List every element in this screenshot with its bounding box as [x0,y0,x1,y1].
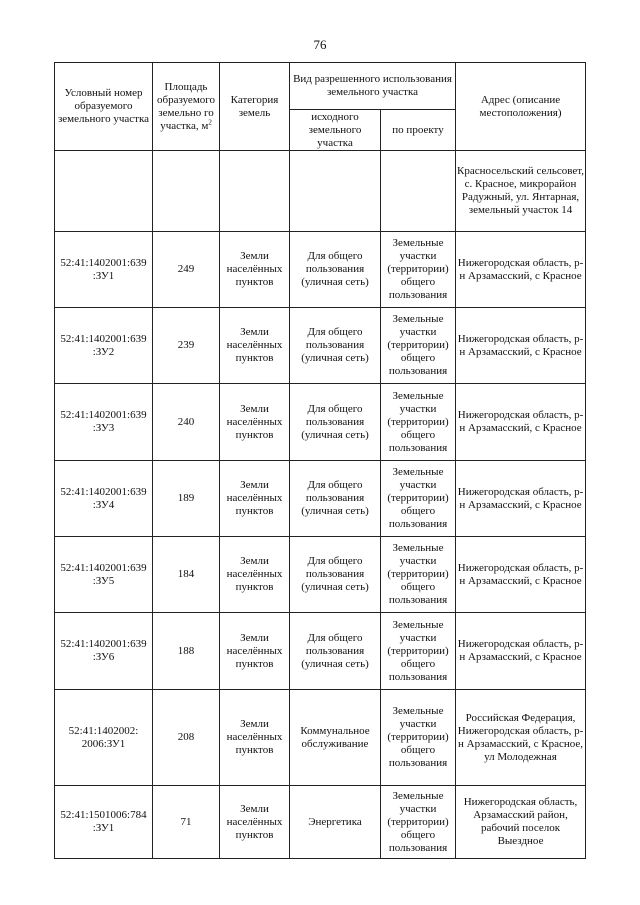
header-area: Площадь образуемого земельно го участка, $м^2$ [153,63,220,151]
cell-address: Нижегородская область, Арзамасский район, рабочий поселок Выездное [456,786,586,859]
cell-category: Земли населённых пунктов [220,786,290,859]
cell-address: Нижегородская область, р-н Арзамасский, с Красное [456,613,586,690]
cell-use-project: Земельные участки (территории) общего пользования [381,690,456,786]
cell-number: 52:41:1402001:639 :ЗУ3 [55,384,153,461]
table-row [55,537,586,613]
header-use-project: по проекту [381,110,456,151]
cell-use-project [381,151,456,232]
page-number: 76 [313,37,327,52]
cell-number: 52:41:1402001:639 :ЗУ4 [55,461,153,537]
cell-number [55,151,153,232]
cell-use-initial: Коммунальное обслуживание [290,690,381,786]
cell-category: Земли населённых пунктов [220,232,290,308]
table-row [55,151,586,232]
table-row [55,461,586,537]
cell-area [153,151,220,232]
cell-area: 189 [153,461,220,537]
cell-use-project: Земельные участки (территории) общего пользования [381,786,456,859]
header-use-group: Вид разрешенного использования земельного участка [290,63,456,110]
table-row [55,690,586,786]
cell-address: Нижегородская область, р-н Арзамасский, с Красное [456,537,586,613]
cell-area: 184 [153,537,220,613]
cell-category: Земли населённых пунктов [220,461,290,537]
cell-area: 240 [153,384,220,461]
cell-use-project: Земельные участки (территории) общего пользования [381,232,456,308]
cell-address: Нижегородская область, р-н Арзамасский, с Красное [456,384,586,461]
cell-use-project: Земельные участки (территории) общего пользования [381,537,456,613]
header-number: Условный номер образуемого земельного участка [55,63,153,151]
table-row [55,308,586,384]
cell-address: Красносельский сельсовет, с. Красное, микрорайон Радужный, ул. Янтарная, земельный участок 14 [456,151,586,232]
header-use-initial: исходного земельного участка [290,110,381,151]
header-area-sup: 2 [208,117,212,126]
cell-use-project: Земельные участки (территории) общего пользования [381,308,456,384]
cell-area: 239 [153,308,220,384]
cell-use-project: Земельные участки (территории) общего пользования [381,613,456,690]
cell-number: 52:41:1402001:639 :ЗУ2 [55,308,153,384]
cell-area: 249 [153,232,220,308]
cell-number: 52:41:1402001:639 :ЗУ1 [55,232,153,308]
cell-use-initial: Энергетика [290,786,381,859]
cell-address: Нижегородская область, р-н Арзамасский, с Красное [456,308,586,384]
cell-number: 52:41:1402002: 2006:ЗУ1 [55,690,153,786]
cell-use-project: Земельные участки (территории) общего пользования [381,461,456,537]
table-row [55,613,586,690]
cell-number: 52:41:1402001:639 :ЗУ6 [55,613,153,690]
cell-category [220,151,290,232]
cell-area: 188 [153,613,220,690]
cell-use-initial: Для общего пользования (уличная сеть) [290,232,381,308]
header-address: Адрес (описание местоположения) [456,63,586,151]
cell-category: Земли населённых пунктов [220,613,290,690]
cell-area: 71 [153,786,220,859]
cell-number: 52:41:1501006:784 :ЗУ1 [55,786,153,859]
cell-address: Нижегородская область, р-н Арзамасский, с Красное [456,232,586,308]
cell-use-project: Земельные участки (территории) общего пользования [381,384,456,461]
cell-category: Земли населённых пунктов [220,384,290,461]
land-plots-table [54,62,586,859]
cell-number: 52:41:1402001:639 :ЗУ5 [55,537,153,613]
table-row [55,384,586,461]
cell-category: Земли населённых пунктов [220,690,290,786]
table-row [55,232,586,308]
cell-address: Российская Федерация, Нижегородская область, р-н Арзамасский, с Красное, ул Молодежная [456,690,586,786]
header-category: Категория земель [220,63,290,151]
table-row [55,786,586,859]
cell-use-initial: Для общего пользования (уличная сеть) [290,461,381,537]
cell-area: 208 [153,690,220,786]
cell-use-initial: Для общего пользования (уличная сеть) [290,308,381,384]
cell-address: Нижегородская область, р-н Арзамасский, с Красное [456,461,586,537]
cell-use-initial: Для общего пользования (уличная сеть) [290,537,381,613]
cell-use-initial [290,151,381,232]
cell-use-initial: Для общего пользования (уличная сеть) [290,384,381,461]
cell-category: Земли населённых пунктов [220,308,290,384]
cell-category: Земли населённых пунктов [220,537,290,613]
cell-use-initial: Для общего пользования (уличная сеть) [290,613,381,690]
